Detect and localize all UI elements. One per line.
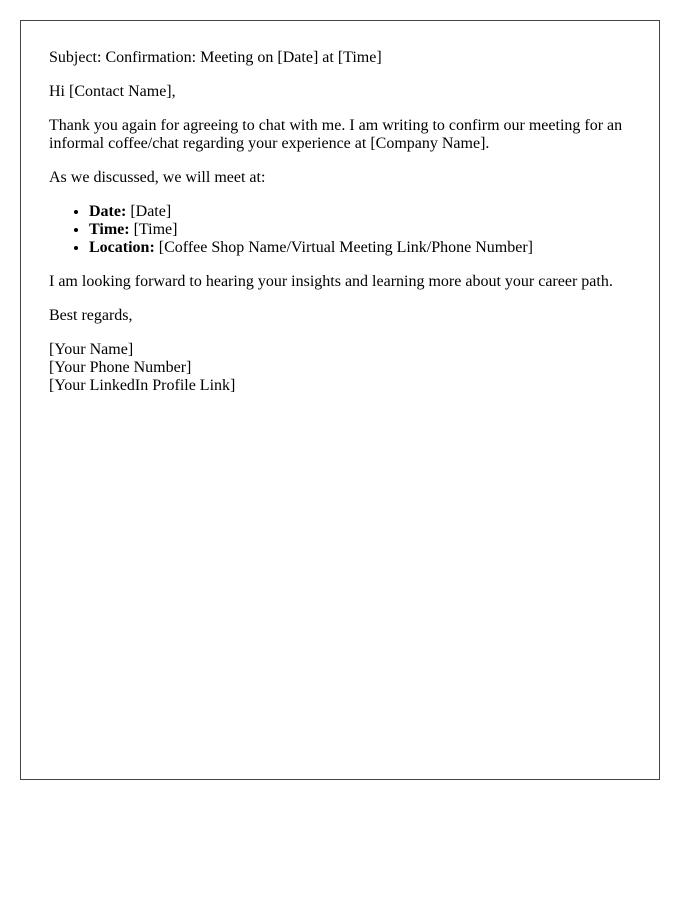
detail-location-value: [Coffee Shop Name/Virtual Meeting Link/Phone Number] bbox=[154, 239, 533, 256]
sign-off: Best regards, bbox=[49, 307, 133, 324]
lead-in-text: As we discussed, we will meet at: bbox=[49, 169, 266, 186]
detail-date-label: Date: bbox=[89, 203, 127, 220]
detail-location-label: Location: bbox=[89, 239, 155, 256]
meeting-details-list bbox=[49, 203, 631, 257]
greeting: Hi [Contact Name], bbox=[49, 83, 176, 100]
signature-block bbox=[49, 341, 631, 395]
signature-name: [Your Name] bbox=[49, 341, 134, 358]
detail-time-value: [Time] bbox=[129, 221, 178, 238]
letter-container bbox=[20, 20, 660, 780]
detail-date-value: [Date] bbox=[126, 203, 172, 220]
detail-location bbox=[89, 239, 631, 257]
closing-paragraph: I am looking forward to hearing your insights and learning more about your career path. bbox=[49, 273, 613, 290]
signature-linkedin: [Your LinkedIn Profile Link] bbox=[49, 377, 236, 394]
intro-paragraph: Thank you again for agreeing to chat with me. I am writing to confirm our meeting for an informal coffee/chat regarding your experience at [Company Name]. bbox=[49, 117, 623, 152]
signature-phone: [Your Phone Number] bbox=[49, 359, 192, 376]
subject-line: Subject: Confirmation: Meeting on [Date] at [Time] bbox=[49, 49, 382, 66]
detail-time bbox=[89, 221, 631, 239]
detail-date bbox=[89, 203, 631, 221]
detail-time-label: Time: bbox=[89, 221, 130, 238]
